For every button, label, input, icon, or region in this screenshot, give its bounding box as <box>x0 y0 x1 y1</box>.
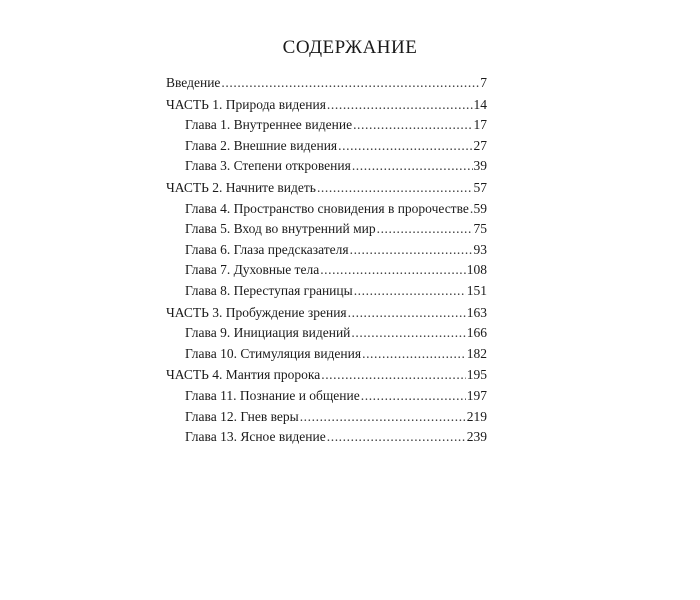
toc-entry-page: 59 <box>473 200 487 216</box>
toc-entry-label: Глава 3. Степени откровения <box>185 158 351 174</box>
toc-entry-label: Глава 2. Внешние видения <box>185 137 338 153</box>
toc-chapter-entry[interactable] <box>166 427 487 448</box>
toc-entry-label: Глава 12. Гнев веры <box>185 408 299 424</box>
toc-entry-page: 182 <box>466 345 487 361</box>
toc-entry-label: Введение <box>166 75 221 90</box>
toc-part-entry[interactable] <box>166 95 487 116</box>
toc-entry-page: 14 <box>473 96 487 112</box>
toc-entry-label: ЧАСТЬ 4. Мантия пророка <box>166 367 321 383</box>
toc-chapter-entry[interactable] <box>166 199 487 220</box>
toc-entry-page: 17 <box>473 117 487 133</box>
toc-entry-page: 163 <box>466 304 487 320</box>
dot-leader <box>321 365 466 386</box>
toc-chapter-entry[interactable] <box>166 323 487 344</box>
toc-chapter-entry[interactable] <box>166 281 487 302</box>
dot-leader <box>300 407 466 428</box>
toc-chapter-entry[interactable] <box>166 136 487 157</box>
toc-entry-label: Глава 10. Стимуляция видения <box>185 345 362 361</box>
dot-leader <box>470 199 473 220</box>
toc-entry-label: Глава 13. Ясное видение <box>185 429 326 445</box>
dot-leader <box>377 219 473 240</box>
toc-entry-page: 57 <box>473 179 487 195</box>
toc-entry-page: 39 <box>473 158 487 174</box>
toc-chapter-entry[interactable] <box>166 344 487 365</box>
toc-part-entry[interactable] <box>166 303 487 324</box>
toc-part-entry[interactable] <box>166 365 487 386</box>
dot-leader <box>351 323 465 344</box>
toc-entry-page: 195 <box>466 367 487 383</box>
dot-leader <box>348 303 466 324</box>
toc-entry[interactable] <box>166 73 487 94</box>
dot-leader <box>354 281 466 302</box>
toc-chapter-entry[interactable] <box>166 219 487 240</box>
dot-leader <box>327 95 473 116</box>
toc-entry-page: 27 <box>473 137 487 153</box>
table-of-contents <box>166 73 487 448</box>
toc-entry-label: ЧАСТЬ 1. Природа видения <box>166 96 326 112</box>
toc-entry-label: ЧАСТЬ 3. Пробуждение зрения <box>166 304 347 320</box>
toc-entry-label: Глава 1. Внутреннее видение <box>185 117 353 133</box>
dot-leader <box>353 115 472 136</box>
toc-chapter-entry[interactable] <box>166 156 487 177</box>
dot-leader <box>350 240 473 261</box>
toc-entry-label: Глава 6. Глаза предсказателя <box>185 241 349 257</box>
page-title: СОДЕРЖАНИЕ <box>282 37 418 58</box>
toc-entry-label: ЧАСТЬ 2. Начните видеть <box>166 179 316 195</box>
toc-entry-page: 166 <box>466 325 487 341</box>
dot-leader <box>361 386 466 407</box>
toc-chapter-entry[interactable] <box>166 115 487 136</box>
toc-entry-label: Глава 7. Духовные тела <box>185 262 320 278</box>
toc-entry-page: 75 <box>473 221 487 237</box>
toc-entry-page: 93 <box>473 241 487 257</box>
toc-entry-label: Глава 9. Инициация видений <box>185 325 351 341</box>
dot-leader <box>352 156 473 177</box>
toc-chapter-entry[interactable] <box>166 240 487 261</box>
toc-entry-page: 151 <box>466 282 487 298</box>
toc-entry-label: Глава 4. Пространство сновидения в пророчестве <box>185 200 469 216</box>
dot-leader <box>221 73 479 94</box>
toc-entry-page: 239 <box>466 429 487 445</box>
toc-entry-label: Глава 8. Переступая границы <box>185 282 353 298</box>
dot-leader <box>338 136 472 157</box>
toc-entry-page: 197 <box>466 387 487 403</box>
toc-entry-page: 7 <box>480 75 487 90</box>
dot-leader <box>362 344 466 365</box>
dot-leader <box>327 427 466 448</box>
toc-entry-page: 108 <box>466 262 487 278</box>
toc-part-entry[interactable] <box>166 178 487 199</box>
dot-leader <box>317 178 473 199</box>
toc-entry-page: 219 <box>466 408 487 424</box>
dot-leader <box>320 260 466 281</box>
toc-entry-label: Глава 11. Познание и общение <box>185 387 360 403</box>
toc-chapter-entry[interactable] <box>166 407 487 428</box>
toc-chapter-entry[interactable] <box>166 386 487 407</box>
toc-entry-label: Глава 5. Вход во внутренний мир <box>185 221 376 237</box>
toc-chapter-entry[interactable] <box>166 260 487 281</box>
